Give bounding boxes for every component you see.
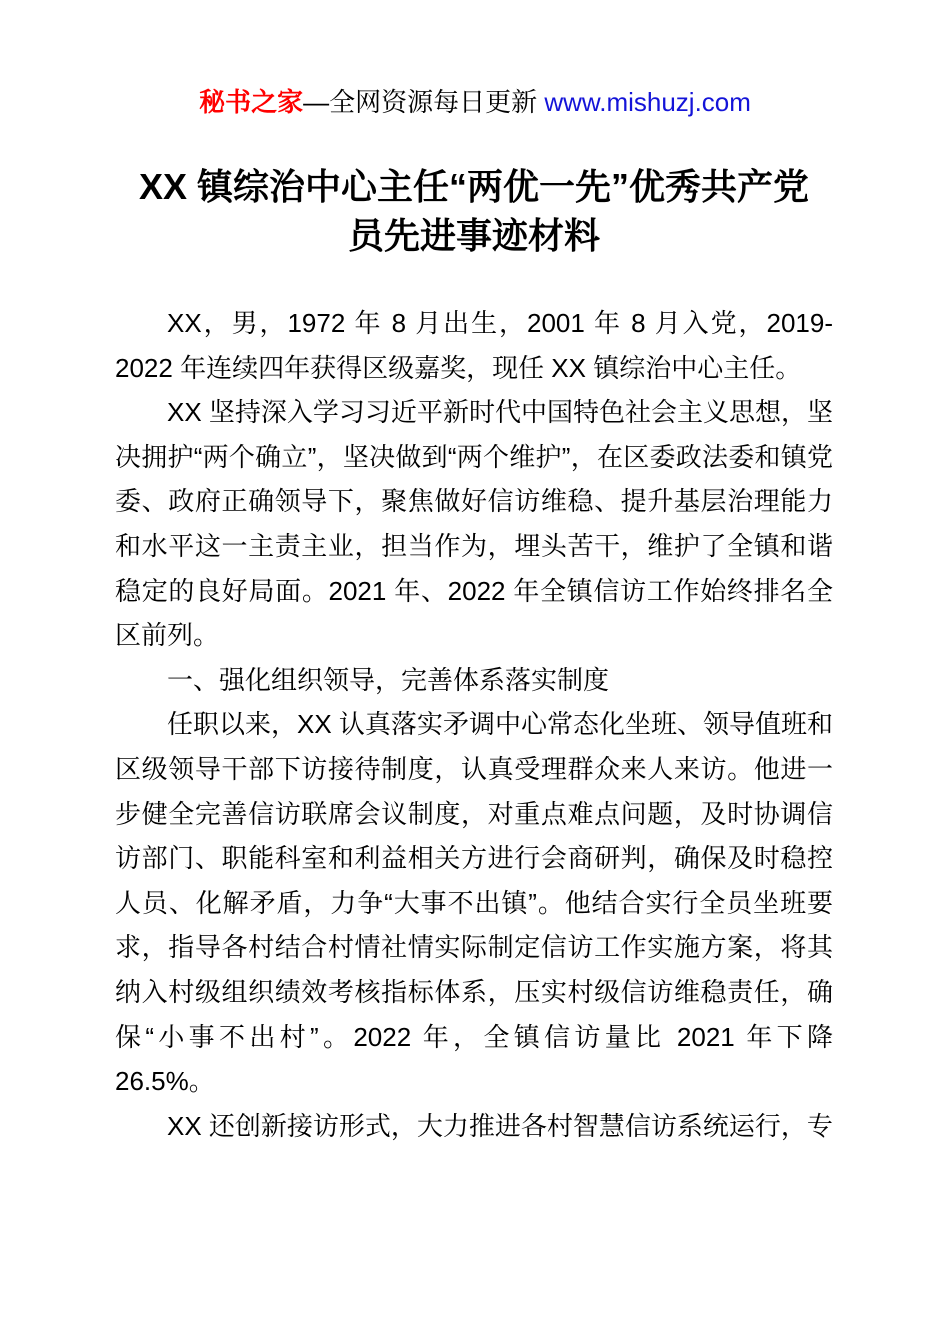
- site-tagline-text: —全网资源每日更新: [303, 87, 545, 117]
- site-url-link[interactable]: www.mishuzj.com: [544, 87, 751, 117]
- paragraph-section1-detail: 任职以来，XX 认真落实矛调中心常态化坐班、领导值班和区级领导干部下访接待制度，认真受理群众来人来访。他进一步健全完善信访联席会议制度，对重点难点问题，及时协调信访部门、职能科室和利益相关方进行会商研判，确保及时稳控人员、化解矛盾，力争“大事不出镇”。他结合实行全员坐班要求，指导各村结合村情社情实际制定信访工作实施方案，将其纳入村级组织绩效考核指标体系，压实村级信访维稳责任，确保“小事不出村”。2022 年，全镇信访量比 2021 年下降 26.5%。: [115, 709, 833, 1097]
- section-heading-1: 一、强化组织领导，完善体系落实制度: [167, 664, 610, 695]
- paragraph-smart-petition: XX 还创新接访形式，大力推进各村智慧信访系统运行，专: [167, 1110, 833, 1141]
- title-line-2: 员先进事迹材料: [347, 215, 600, 256]
- title-line-1: XX 镇综治中心主任“两优一先”优秀共产党: [138, 166, 810, 207]
- document-title: [115, 162, 833, 260]
- paragraph-intro: XX，男，1972 年 8 月出生，2001 年 8 月入党，2019-2022 年连续四年获得区级嘉奖，现任 XX 镇综治中心主任。: [115, 308, 833, 383]
- document-body: [115, 301, 833, 1148]
- paragraph-overview: XX 坚持深入学习习近平新时代中国特色社会主义思想，坚决拥护“两个确立”，坚决做到“两个维护”，在区委政法委和镇党委、政府正确领导下，聚焦做好信访维稳、提升基层治理能力和水平这一主责主业，担当作为，埋头苦干，维护了全镇和谐稳定的良好局面。2021 年、2022 年全镇信访工作始终排名全区前列。: [115, 397, 833, 651]
- site-header: [0, 84, 950, 120]
- site-name-text: 秘书之家: [199, 87, 304, 117]
